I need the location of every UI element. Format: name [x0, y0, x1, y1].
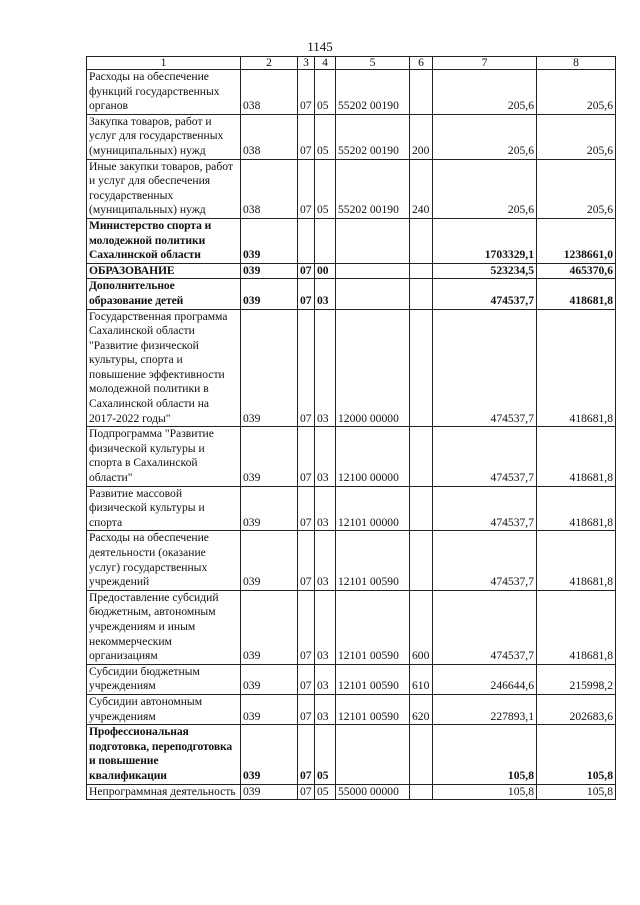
amount-1-cell: 205,6	[433, 159, 537, 218]
ministry-code-cell: 039	[241, 531, 298, 590]
amount-2-cell: 418681,8	[537, 279, 616, 309]
amount-2-cell: 205,6	[537, 159, 616, 218]
subsection-code-cell: 03	[315, 486, 336, 531]
name-cell: Предоставление субсидий бюджетным, автономным учреждениям и иным некоммерческим организациям	[87, 590, 241, 664]
table-row	[87, 427, 616, 486]
header-cell: 2	[241, 57, 298, 70]
amount-2-cell: 465370,6	[537, 263, 616, 279]
amount-1-cell: 523234,5	[433, 263, 537, 279]
name-cell: Подпрограмма "Развитие физической культуры и спорта в Сахалинской области"	[87, 427, 241, 486]
table-row	[87, 70, 616, 115]
subsection-code-cell	[315, 218, 336, 263]
ministry-code-cell: 038	[241, 114, 298, 159]
target-article-cell: 12101 00590	[336, 694, 410, 724]
subsection-code-cell: 03	[315, 279, 336, 309]
target-article-cell	[336, 263, 410, 279]
target-article-cell: 55202 00190	[336, 70, 410, 115]
amount-2-cell: 418681,8	[537, 427, 616, 486]
target-article-cell: 12101 00000	[336, 486, 410, 531]
name-cell: Министерство спорта и молодежной политики Сахалинской области	[87, 218, 241, 263]
target-article-cell: 12000 00000	[336, 309, 410, 427]
target-article-cell	[336, 725, 410, 784]
name-cell: Профессиональная подготовка, переподготовка и повышение квалификации	[87, 725, 241, 784]
subsection-code-cell: 05	[315, 70, 336, 115]
subsection-code-cell: 05	[315, 159, 336, 218]
table-row	[87, 590, 616, 664]
name-cell: Иные закупки товаров, работ и услуг для обеспечения государственных (муниципальных) нужд	[87, 159, 241, 218]
ministry-code-cell: 038	[241, 70, 298, 115]
target-article-cell: 12101 00590	[336, 590, 410, 664]
budget-table	[86, 56, 616, 800]
name-cell: Закупка товаров, работ и услуг для государственных (муниципальных) нужд	[87, 114, 241, 159]
expense-type-cell	[410, 784, 433, 800]
expense-type-cell	[410, 309, 433, 427]
name-cell: Расходы на обеспечение деятельности (оказание услуг) государственных учреждений	[87, 531, 241, 590]
subsection-code-cell: 05	[315, 725, 336, 784]
header-cell: 7	[433, 57, 537, 70]
header-cell: 1	[87, 57, 241, 70]
subsection-code-cell: 03	[315, 694, 336, 724]
table-row	[87, 725, 616, 784]
ministry-code-cell: 038	[241, 159, 298, 218]
ministry-code-cell: 039	[241, 694, 298, 724]
section-code-cell	[298, 218, 315, 263]
section-code-cell: 07	[298, 664, 315, 694]
target-article-cell: 55202 00190	[336, 114, 410, 159]
amount-2-cell: 418681,8	[537, 309, 616, 427]
target-article-cell	[336, 218, 410, 263]
table-row	[87, 486, 616, 531]
amount-2-cell: 418681,8	[537, 531, 616, 590]
table-row	[87, 218, 616, 263]
section-code-cell: 07	[298, 725, 315, 784]
amount-1-cell: 1703329,1	[433, 218, 537, 263]
name-cell: ОБРАЗОВАНИЕ	[87, 263, 241, 279]
expense-type-cell: 620	[410, 694, 433, 724]
expense-type-cell	[410, 263, 433, 279]
subsection-code-cell: 00	[315, 263, 336, 279]
table-row	[87, 263, 616, 279]
target-article-cell: 12101 00590	[336, 664, 410, 694]
expense-type-cell: 240	[410, 159, 433, 218]
subsection-code-cell: 03	[315, 309, 336, 427]
expense-type-cell	[410, 218, 433, 263]
amount-1-cell: 105,8	[433, 725, 537, 784]
amount-2-cell: 205,6	[537, 70, 616, 115]
expense-type-cell: 600	[410, 590, 433, 664]
amount-2-cell: 202683,6	[537, 694, 616, 724]
target-article-cell: 55202 00190	[336, 159, 410, 218]
header-cell: 5	[336, 57, 410, 70]
name-cell: Расходы на обеспечение функций государственных органов	[87, 70, 241, 115]
amount-2-cell: 205,6	[537, 114, 616, 159]
subsection-code-cell: 03	[315, 531, 336, 590]
subsection-code-cell: 03	[315, 664, 336, 694]
subsection-code-cell: 05	[315, 784, 336, 800]
ministry-code-cell: 039	[241, 279, 298, 309]
expense-type-cell	[410, 725, 433, 784]
amount-1-cell: 474537,7	[433, 279, 537, 309]
ministry-code-cell: 039	[241, 590, 298, 664]
table-row	[87, 531, 616, 590]
amount-1-cell: 205,6	[433, 70, 537, 115]
expense-type-cell	[410, 70, 433, 115]
name-cell: Субсидии автономным учреждениям	[87, 694, 241, 724]
expense-type-cell	[410, 486, 433, 531]
expense-type-cell	[410, 279, 433, 309]
expense-type-cell: 610	[410, 664, 433, 694]
ministry-code-cell: 039	[241, 263, 298, 279]
section-code-cell: 07	[298, 531, 315, 590]
ministry-code-cell: 039	[241, 725, 298, 784]
target-article-cell	[336, 279, 410, 309]
name-cell: Развитие массовой физической культуры и спорта	[87, 486, 241, 531]
amount-1-cell: 474537,7	[433, 486, 537, 531]
amount-2-cell: 1238661,0	[537, 218, 616, 263]
expense-type-cell	[410, 427, 433, 486]
subsection-code-cell: 03	[315, 590, 336, 664]
expense-type-cell: 200	[410, 114, 433, 159]
amount-2-cell: 215998,2	[537, 664, 616, 694]
section-code-cell: 07	[298, 486, 315, 531]
section-code-cell: 07	[298, 694, 315, 724]
ministry-code-cell: 039	[241, 218, 298, 263]
ministry-code-cell: 039	[241, 309, 298, 427]
section-code-cell: 07	[298, 590, 315, 664]
header-row	[87, 57, 616, 70]
section-code-cell: 07	[298, 263, 315, 279]
name-cell: Государственная программа Сахалинской области "Развитие физической культуры, спорта и повышение эффективности молодежной политики в Сахалинской области на 2017-2022 годы"	[87, 309, 241, 427]
target-article-cell: 12101 00590	[336, 531, 410, 590]
section-code-cell: 07	[298, 114, 315, 159]
table-row	[87, 694, 616, 724]
subsection-code-cell: 03	[315, 427, 336, 486]
target-article-cell: 12100 00000	[336, 427, 410, 486]
amount-2-cell: 105,8	[537, 784, 616, 800]
amount-1-cell: 474537,7	[433, 590, 537, 664]
table-row	[87, 159, 616, 218]
section-code-cell: 07	[298, 70, 315, 115]
page-number: 1145	[307, 39, 333, 54]
amount-1-cell: 474537,7	[433, 427, 537, 486]
table-row	[87, 664, 616, 694]
section-code-cell: 07	[298, 159, 315, 218]
header-cell: 8	[537, 57, 616, 70]
section-code-cell: 07	[298, 279, 315, 309]
header-cell: 4	[315, 57, 336, 70]
table-row	[87, 114, 616, 159]
table-row	[87, 279, 616, 309]
target-article-cell: 55000 00000	[336, 784, 410, 800]
name-cell: Дополнительное образование детей	[87, 279, 241, 309]
amount-1-cell: 105,8	[433, 784, 537, 800]
name-cell: Непрограммная деятельность	[87, 784, 241, 800]
section-code-cell: 07	[298, 427, 315, 486]
section-code-cell: 07	[298, 784, 315, 800]
ministry-code-cell: 039	[241, 784, 298, 800]
amount-1-cell: 246644,6	[433, 664, 537, 694]
subsection-code-cell: 05	[315, 114, 336, 159]
amount-1-cell: 474537,7	[433, 531, 537, 590]
amount-2-cell: 105,8	[537, 725, 616, 784]
table-row	[87, 784, 616, 800]
ministry-code-cell: 039	[241, 427, 298, 486]
section-code-cell: 07	[298, 309, 315, 427]
ministry-code-cell: 039	[241, 486, 298, 531]
name-cell: Субсидии бюджетным учреждениям	[87, 664, 241, 694]
header-cell: 3	[298, 57, 315, 70]
ministry-code-cell: 039	[241, 664, 298, 694]
expense-type-cell	[410, 531, 433, 590]
amount-2-cell: 418681,8	[537, 590, 616, 664]
amount-1-cell: 227893,1	[433, 694, 537, 724]
amount-1-cell: 474537,7	[433, 309, 537, 427]
header-cell: 6	[410, 57, 433, 70]
amount-1-cell: 205,6	[433, 114, 537, 159]
table-row	[87, 309, 616, 427]
amount-2-cell: 418681,8	[537, 486, 616, 531]
